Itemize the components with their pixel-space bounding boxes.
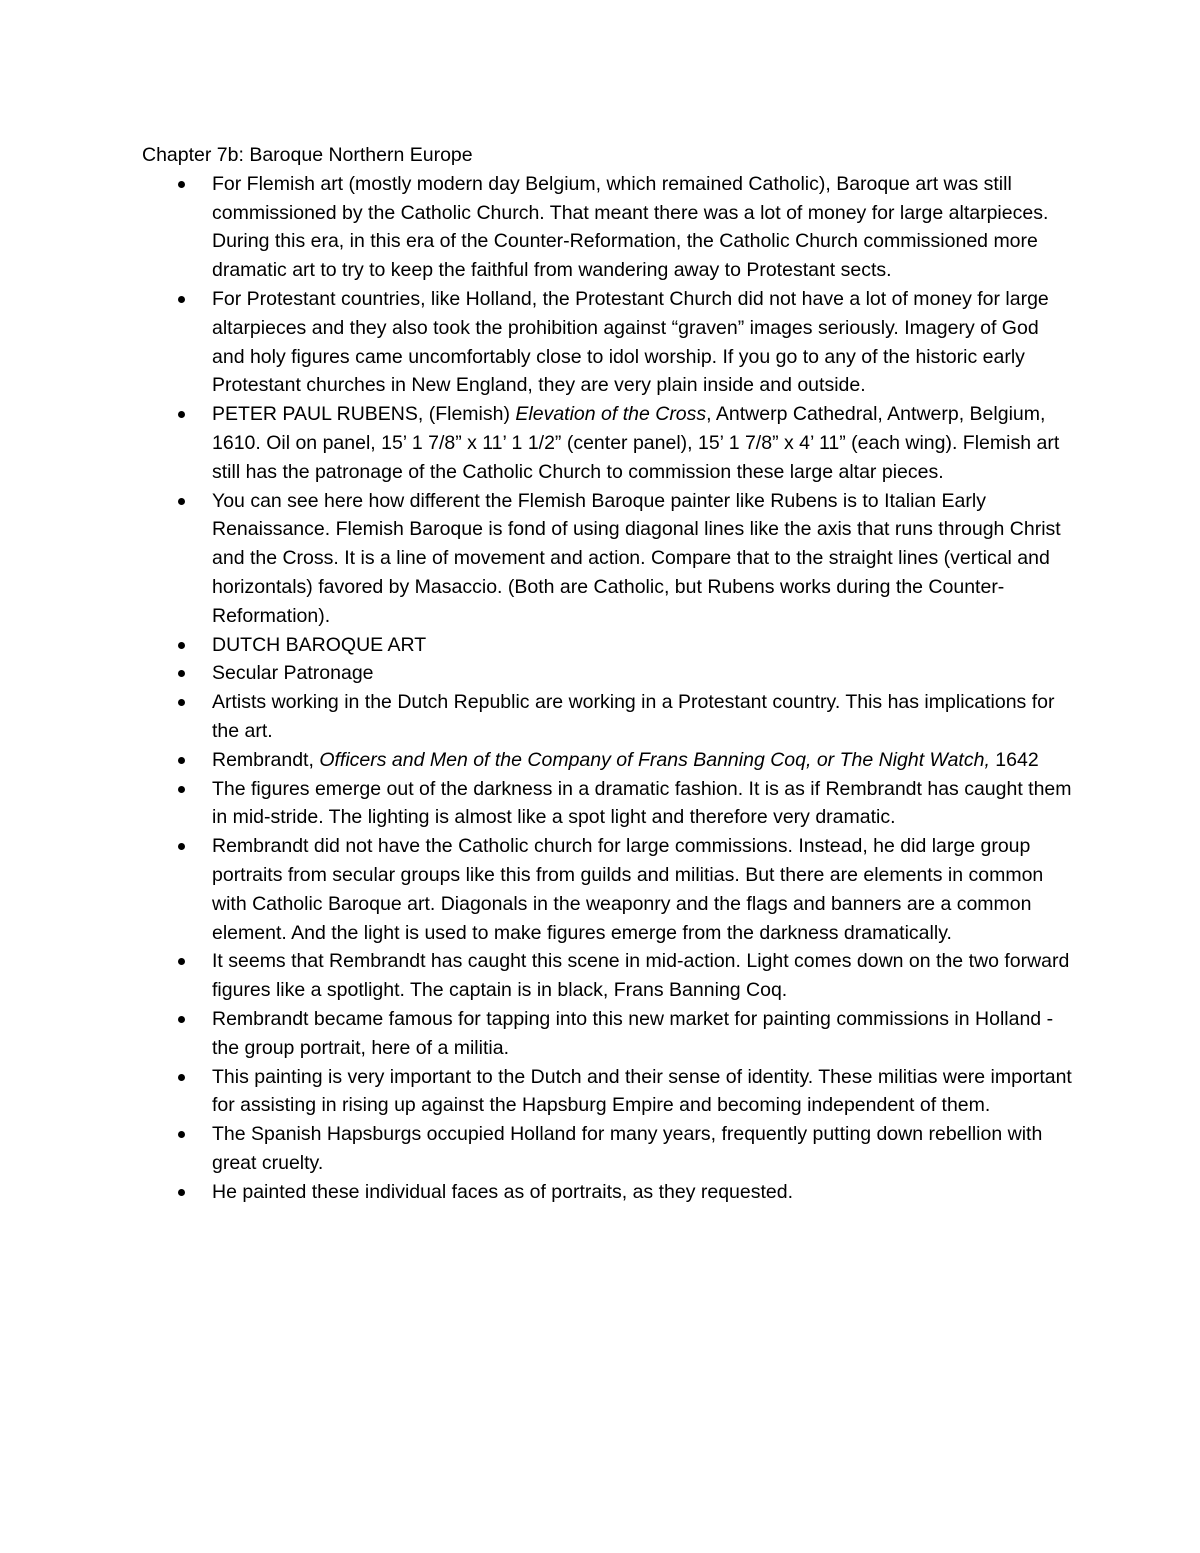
text-segment: This painting is very important to the Dutch and their sense of identity. These militias were important for assisting in rising up against the Hapsburg Empire and becoming independent of them.: [212, 1065, 1072, 1117]
list-item-text: [212, 950, 1069, 1001]
italic-title-text: Officers and Men of the Company of Frans Banning Coq, or The Night Watch,: [319, 748, 990, 771]
italic-title-text: Elevation of the Cross: [515, 403, 707, 426]
list-item: [142, 1005, 1072, 1063]
list-item-text: [212, 1181, 793, 1203]
text-segment: For Protestant countries, like Holland, the Protestant Church did not have a lot of money for large altarpieces and they also took the prohibition against “graven” images seriously. Imagery of God and holy figures came uncomfortably close to idol worship. If you go to any of the historic early Protestant churches in New England, they are very plain inside and outside.: [212, 287, 1049, 397]
list-item-text: [212, 1008, 1053, 1059]
bullet-icon: [178, 1074, 185, 1081]
bullet-icon: [178, 843, 185, 850]
list-item: [142, 1063, 1072, 1121]
bullet-icon: [178, 958, 185, 965]
text-segment: DUTCH BAROQUE ART: [212, 633, 427, 656]
list-item: [142, 1120, 1072, 1178]
list-item: [142, 947, 1072, 1005]
list-item-text: [212, 835, 1043, 943]
text-segment: The figures emerge out of the darkness in a dramatic fashion. It is as if Rembrandt has caught them in mid-stride. The lighting is almost like a spot light and therefore very dramatic.: [212, 777, 1072, 829]
list-item: [142, 631, 1072, 660]
bullet-icon: [178, 699, 185, 706]
bullet-icon: [178, 1189, 185, 1196]
text-segment: The Spanish Hapsburgs occupied Holland for many years, frequently putting down rebellion with great cruelty.: [212, 1123, 1043, 1174]
list-item-text: [212, 749, 1039, 771]
text-segment: 1642: [989, 748, 1039, 771]
list-item-text: [212, 691, 1054, 742]
text-segment: Secular Patronage: [212, 662, 374, 685]
bullet-icon: [178, 498, 185, 505]
list-item: [142, 1178, 1072, 1207]
bullet-icon: [178, 642, 185, 649]
list-item-text: [212, 634, 426, 656]
list-item: [142, 688, 1072, 746]
list-item-text: [212, 1066, 1072, 1117]
bullet-icon: [178, 670, 185, 677]
list-item: [142, 400, 1072, 486]
bullet-icon: [178, 786, 185, 793]
list-item: [142, 775, 1072, 833]
list-item-text: [212, 490, 1061, 627]
text-segment: He painted these individual faces as of portraits, as they requested.: [212, 1180, 794, 1203]
text-segment: , Antwerp Cathedral, Antwerp, Belgium, 1610. Oil on panel, 15’ 1 7/8” x 11’ 1 1/2” (center panel), 15’ 1 7/8” x 4’ 11” (each wing). Flemish art still has the patronage of the Catholic Church to commission these large altar pieces.: [212, 403, 1060, 483]
text-segment: Rembrandt,: [212, 748, 320, 771]
list-item-text: [212, 662, 374, 684]
text-segment: Artists working in the Dutch Republic are working in a Protestant country. This has implications for the art.: [212, 691, 1055, 742]
list-item: [142, 746, 1072, 775]
list-item-text: [212, 403, 1059, 483]
list-item: [142, 487, 1072, 631]
bullet-icon: [178, 181, 185, 188]
bullet-list: [142, 170, 1072, 1207]
bullet-icon: [178, 757, 185, 764]
list-item: [142, 285, 1072, 400]
list-item-text: [212, 1123, 1042, 1174]
bullet-icon: [178, 1016, 185, 1023]
bullet-icon: [178, 296, 185, 303]
list-item: [142, 659, 1072, 688]
chapter-title: Chapter 7b: Baroque Northern Europe: [142, 144, 473, 166]
list-item-text: [212, 778, 1072, 829]
document-body: [142, 141, 1072, 1206]
text-segment: You can see here how different the Flemish Baroque painter like Rubens is to Italian Early Renaissance. Flemish Baroque is fond of using diagonal lines like the axis that runs through Christ and the Cross. It is a line of movement and action. Compare that to the straight lines (vertical and horizontals) favored by Masaccio. (Both are Catholic, but Rubens works during the Counter-Reformation).: [212, 489, 1061, 627]
list-item-text: [212, 173, 1048, 281]
text-segment: Rembrandt became famous for tapping into this new market for painting commissions in Holland - the group portrait, here of a militia.: [212, 1007, 1054, 1059]
text-segment: Rembrandt did not have the Catholic church for large commissions. Instead, he did large group portraits from secular groups like this from guilds and militias. But there are elements in common with Catholic Baroque art. Diagonals in the weaponry and the flags and banners are a common element. And the light is used to make figures emerge from the darkness dramatically.: [212, 835, 1044, 944]
list-item-text: [212, 288, 1049, 396]
text-segment: For Flemish art (mostly modern day Belgium, which remained Catholic), Baroque art was still commissioned by the Catholic Church. That meant there was a lot of money for large altarpieces. During this era, in this era of the Counter-Reformation, the Catholic Church commissioned more dramatic art to try to keep the faithful from wandering away to Protestant sects.: [212, 172, 1049, 282]
list-item: [142, 832, 1072, 947]
text-segment: PETER PAUL RUBENS, (Flemish): [212, 403, 516, 426]
bullet-icon: [178, 411, 185, 418]
bullet-icon: [178, 1131, 185, 1138]
list-item: [142, 170, 1072, 285]
text-segment: It seems that Rembrandt has caught this scene in mid-action. Light comes down on the two forward figures like a spotlight. The captain is in black, Frans Banning Coq.: [212, 950, 1070, 1002]
